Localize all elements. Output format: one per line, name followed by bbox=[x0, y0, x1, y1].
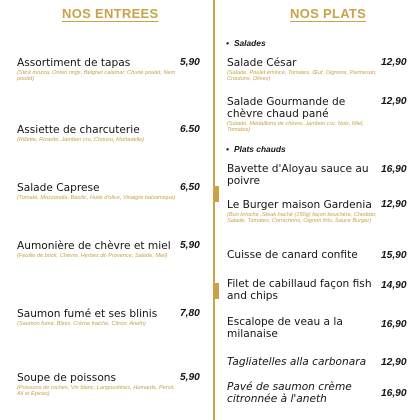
item-price: 14,90 bbox=[381, 280, 407, 291]
item-price: 7,80 bbox=[180, 308, 200, 319]
menu-item-plat bbox=[227, 381, 379, 405]
menu-item-plat bbox=[227, 96, 379, 134]
item-price: 12,90 bbox=[381, 96, 407, 107]
bullet: • bbox=[226, 144, 229, 154]
item-name: Soupe de poissons bbox=[17, 372, 117, 384]
menu-item-plat bbox=[227, 57, 377, 83]
item-price: 12,90 bbox=[381, 199, 407, 210]
item-name: Bavette d'Aloyau sauce au poivre bbox=[227, 163, 369, 187]
item-name: Le Burger maison Gardenia bbox=[227, 199, 372, 211]
item-name: Tagliatelles alla carbonara bbox=[227, 356, 367, 368]
section-salades bbox=[226, 38, 266, 48]
item-name: Assortiment de tapas bbox=[17, 57, 131, 69]
item-price: 6,50 bbox=[180, 182, 200, 193]
item-price: 12,90 bbox=[381, 57, 407, 68]
menu-item-entree bbox=[17, 124, 177, 143]
column-divider bbox=[213, 0, 215, 420]
item-description: (Rillette, Rosette, Jambon cru, Chorizo, Mortadelle) bbox=[17, 137, 145, 143]
item-name: Cuisse de canard confite bbox=[227, 249, 358, 261]
item-price: 16,90 bbox=[381, 164, 407, 175]
item-name: Aumonière de chèvre et miel bbox=[17, 240, 171, 252]
section-label: Plats chauds bbox=[233, 144, 286, 154]
menu-item-entree bbox=[17, 372, 177, 398]
item-description: (Stick mozza, Onion rings, Beignet calamar, Chuné poulet, Nem poulet) bbox=[17, 70, 176, 83]
item-price: 12,90 bbox=[381, 357, 407, 368]
item-name: Salade Caprese bbox=[17, 182, 100, 194]
bullet: • bbox=[226, 38, 229, 48]
item-description: (Salade, Médaillons de chèvre, Jambon cru, Noix, Miel, Tomates) bbox=[227, 121, 364, 134]
menu-item-plat bbox=[227, 278, 377, 302]
item-name: Assiette de charcuterie bbox=[17, 124, 140, 136]
divider-accent bbox=[214, 186, 219, 202]
item-name: Filet de cabillaud façon fish and chips bbox=[227, 278, 372, 302]
item-price: 15,90 bbox=[381, 250, 407, 261]
menu-item-entree bbox=[17, 182, 177, 201]
item-name: Escalope de veau a la milanaise bbox=[227, 316, 343, 340]
item-price: 5,90 bbox=[180, 57, 200, 68]
section-label: Salades bbox=[233, 38, 266, 48]
menu-item-entree bbox=[17, 240, 182, 259]
item-price: 6.50 bbox=[180, 124, 200, 135]
item-description: (Feuille de brick, Chèvre, Herbes de Provence, Salade, Miel) bbox=[17, 253, 168, 259]
item-price: 16,90 bbox=[381, 388, 407, 399]
item-description: (Salade, Poulet émincé, Tomates, Œuf, Oignons, Parmesan, Croutons, Olives) bbox=[227, 70, 377, 83]
menu-item-plat bbox=[227, 163, 377, 187]
menu-item-plat bbox=[227, 249, 377, 261]
item-description: (Poissons de roches, Vin blanc, Langoustines, Homards, Persil, Ail et Epices) bbox=[17, 385, 175, 398]
menu-item-plat bbox=[227, 316, 377, 340]
entrees-title: NOS ENTREES bbox=[62, 6, 159, 21]
item-description: (Saumon fumé, Blinis, Crème fraiche, Citron, Aneth) bbox=[17, 321, 146, 327]
item-description: (Bun brioche ,Steak haché (150g) façon bouchère, Cheddar, Salade, Tomates, Cornichons, Oignon frits, Sauce Burger) bbox=[227, 212, 377, 225]
plats-title: NOS PLATS bbox=[290, 6, 367, 21]
item-price: 5,90 bbox=[180, 240, 200, 251]
divider-accent bbox=[214, 283, 219, 299]
item-name: Pavé de saumon crème citronnée à l'aneth bbox=[227, 381, 352, 405]
item-name: Saumon fumé et ses blinis bbox=[17, 308, 158, 320]
item-name: Salade Gourmande de chèvre chaud pané bbox=[227, 96, 346, 120]
menu-item-entree bbox=[17, 57, 177, 83]
item-price: 5,90 bbox=[180, 372, 200, 383]
menu-item-plat bbox=[227, 199, 379, 225]
item-name: Salade César bbox=[227, 57, 297, 69]
menu-item-entree bbox=[17, 308, 177, 327]
section-plats-chauds bbox=[226, 144, 286, 154]
menu-item-plat bbox=[227, 356, 377, 368]
item-description: (Tomate, Mozzarella, Basilic, Huile d'olive, Vinaigre balsamique) bbox=[17, 195, 176, 201]
item-price: 16,90 bbox=[381, 319, 407, 330]
